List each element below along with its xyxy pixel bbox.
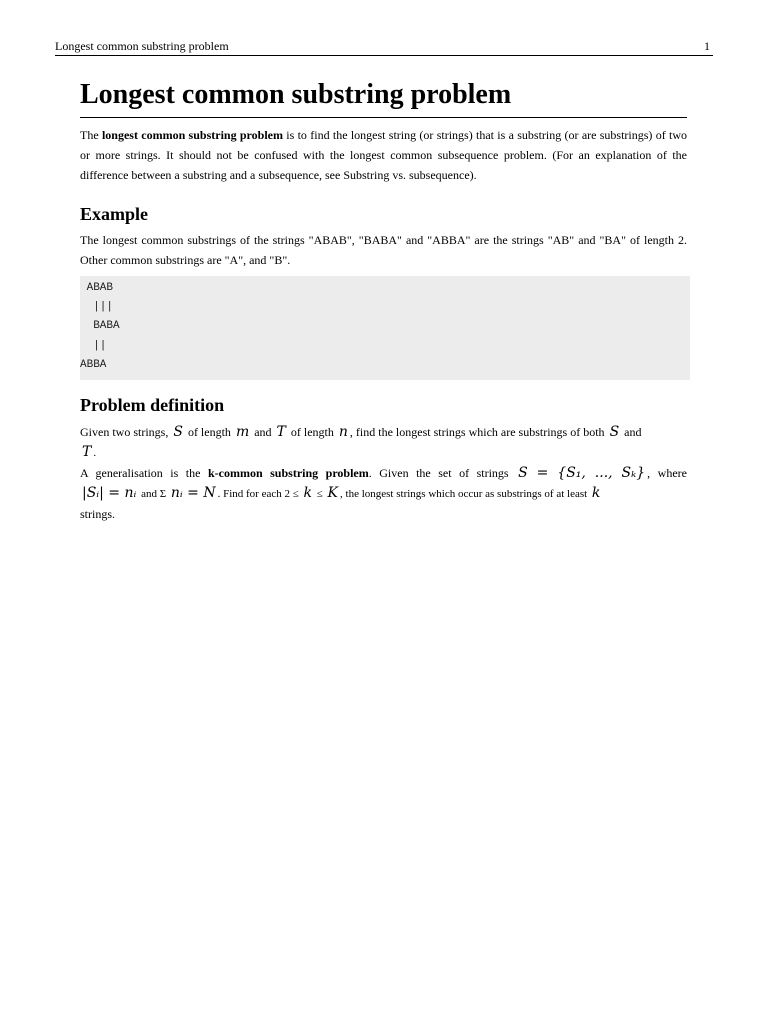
def-text: strings. (80, 506, 116, 521)
def-text: and Σ (138, 487, 169, 500)
math-n: n (338, 423, 348, 440)
example-code-block (80, 276, 690, 380)
intro-paragraph (80, 125, 687, 185)
def-text: , where (647, 465, 687, 480)
math-T: T (276, 423, 286, 440)
code-line: ABAB (80, 282, 114, 294)
math-S: S (173, 423, 183, 440)
code-line: BABA (80, 320, 120, 333)
definition-paragraph-2 (80, 463, 687, 483)
def-text: . Find for each 2 ≤ (217, 487, 302, 500)
def-text: of length (287, 424, 337, 439)
def-text: ≤ (314, 487, 326, 500)
definition-paragraph-2-cont (80, 483, 687, 524)
page-number: 1 (704, 39, 710, 53)
def-text: Given two strings, (80, 424, 172, 439)
math-S: S (609, 423, 620, 440)
math-T: T (82, 443, 92, 460)
article-body (80, 78, 687, 524)
def-text: of length (184, 424, 234, 439)
math-k: k (591, 484, 601, 501)
code-line: ABBA (80, 358, 107, 371)
math-set-definition: S = {S₁, ..., Sₖ} (518, 464, 646, 481)
math-k: k (303, 484, 312, 501)
math-length-definition: |Sᵢ| = nᵢ (82, 484, 137, 501)
definition-paragraph-1 (80, 422, 687, 463)
article-title: Longest common substring problem (80, 78, 687, 118)
def-text: A generalisation is the (80, 465, 208, 480)
def-text: , find the longest strings which are substrings of both (349, 424, 608, 439)
example-heading: Example (80, 204, 149, 224)
def-text: and (621, 424, 642, 439)
code-line: || (80, 339, 107, 352)
def-text: , the longest strings which occur as substrings of at least (340, 487, 590, 500)
definition-heading: Problem definition (80, 394, 225, 415)
math-m: m (235, 423, 250, 440)
intro-term: longest common substring problem (101, 128, 283, 142)
running-header-title: Longest common substring problem (55, 39, 229, 53)
def-text: . Given the set of strings (368, 465, 517, 480)
def-text: and (251, 424, 275, 439)
intro-text-start: The (80, 128, 102, 142)
math-K: K (327, 484, 339, 501)
def-text: . (93, 446, 97, 459)
k-common-term: k-common substring problem (207, 465, 369, 480)
code-line: ||| (80, 301, 114, 314)
example-paragraph: The longest common substrings of the strings "ABAB", "BABA" and "ABBA" are the strings "AB" and "BA" of length 2. Other common substrings are "A", and "B". (80, 233, 687, 267)
running-header (55, 38, 713, 56)
math-sum-definition: nᵢ = N (170, 484, 216, 501)
intro-text-rest: is to find the longest string (or strings) that is a substring (or are substrings) of two or more strings. It should not be confused with the longest common subsequence problem. (For an explanation of the difference between a substring and a subsequence, see Substring vs. subsequence). (80, 128, 688, 182)
